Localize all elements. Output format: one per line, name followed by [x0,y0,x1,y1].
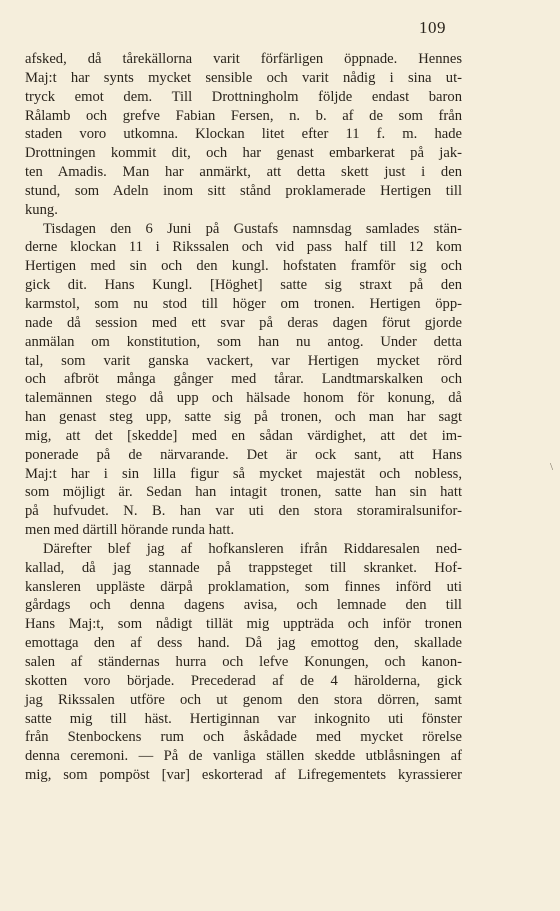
text-line: derne klockan 11 i Rikssalen och vid pass half till 12 kom [25,239,462,256]
text-line: Därefter blef jag af hofkansleren ifrån Riddaresalen ned- [43,540,462,557]
text-line: denna ceremoni. — På de vanliga ställen skedde utblåsningen af [25,748,462,765]
text-line: Tisdagen den 6 Juni på Gustafs namnsdag samlades stän- [43,220,462,237]
text-line: på hufvudet. N. B. han var uti den stora storamiralsunifor- [25,503,462,520]
text-line: mig, som pompöst [var] eskorterad af Lifregementets kyrassierer [25,767,462,784]
text-line: afsked, då tårekällorna varit förfärligen öppnade. Hennes [25,51,462,67]
text-line: satte mig till häst. Hertiginnan var inkognito uti fönster [25,710,462,727]
text-line: kung. [25,201,58,218]
text-line: Hertigen med sin och den kungl. hofstaten framför sig och [25,258,462,275]
text-line: Hans Maj:t, som nådigt tillät mig uppträda och inför tronen [25,616,462,633]
text-line: nade då session med ett svar på deras dagen förut gjorde [25,314,462,331]
text-line: från Stenbockens rum och åskådade med mycket rörelse [25,729,462,746]
text-line: tal, som varit ganska vackert, var Hertigen mycket rörd [25,352,462,369]
text-line: som möjligt är. Sedan han intagit tronen, satte han sin hatt [25,484,462,501]
margin-mark: \ [550,461,554,473]
text-line: staden voro utkomna. Klockan litet efter 11 f. m. hade [25,126,462,143]
text-line: salen af ständernas hurra och lefve Konungen, och kanon- [25,654,462,670]
text-line: Maj:t har synts mycket sensible och varit nådig i sina ut- [25,69,462,86]
text-line: gick dit. Hans Kungl. [Höghet] satte sig straxt på den [25,277,462,294]
text-line: ten Amadis. Man har anmärkt, att detta skett just i den [25,164,462,181]
text-line: emottaga den af dess hand. Då jag emottog den, skallade [25,635,462,652]
text-line: kallad, då jag stannade på trappsteget till skranket. Hof- [25,559,462,576]
text-line: Rålamb och grefve Fabian Fersen, n. b. af de som från [25,107,462,124]
text-line: mig, att det [skedde] med en sådan värdighet, att det im- [25,427,462,444]
text-line: anmälan om konstitution, som han nu antog. Under detta [25,333,462,350]
text-line: jag Rikssalen utföre och ut genom den stora dörren, samt [25,691,462,708]
page-number: 109 [419,18,446,37]
text-line: Maj:t har i sin lilla figur så mycket majestät och nobless, [25,465,462,482]
text-line: ponerade på de närvarande. Det är ock sant, att Hans [25,446,462,463]
text-line: men med därtill hörande runda hatt. [25,522,235,539]
text-line: talemännen stego då upp och hälsade honom för konung, då [25,390,462,407]
text-line: kansleren uppläste därpå proklamation, som finnes införd uti [25,578,462,595]
text-line: gårdags och denna dagens avisa, och lemnade den till [25,597,462,614]
text-line: stund, som Adeln inom sitt stånd proklamerade Hertigen till [25,182,462,199]
body-text [25,50,462,785]
text-line: tryck emot dem. Till Drottningholm följde endast baron [25,88,462,105]
text-line: karmstol, som nu stod till höger om tronen. Hertigen öpp- [25,295,462,312]
text-line: skotten voro började. Precederad af de 4 härolderna, gick [25,672,462,689]
text-line: han genast steg upp, satte sig på tronen, och man har sagt [25,409,462,426]
text-line: och afbröt många gånger med tårar. Landtmarskalken och [25,371,462,388]
text-line: Drottningen kommit dit, och har genast embarkerat på jak- [25,145,462,162]
